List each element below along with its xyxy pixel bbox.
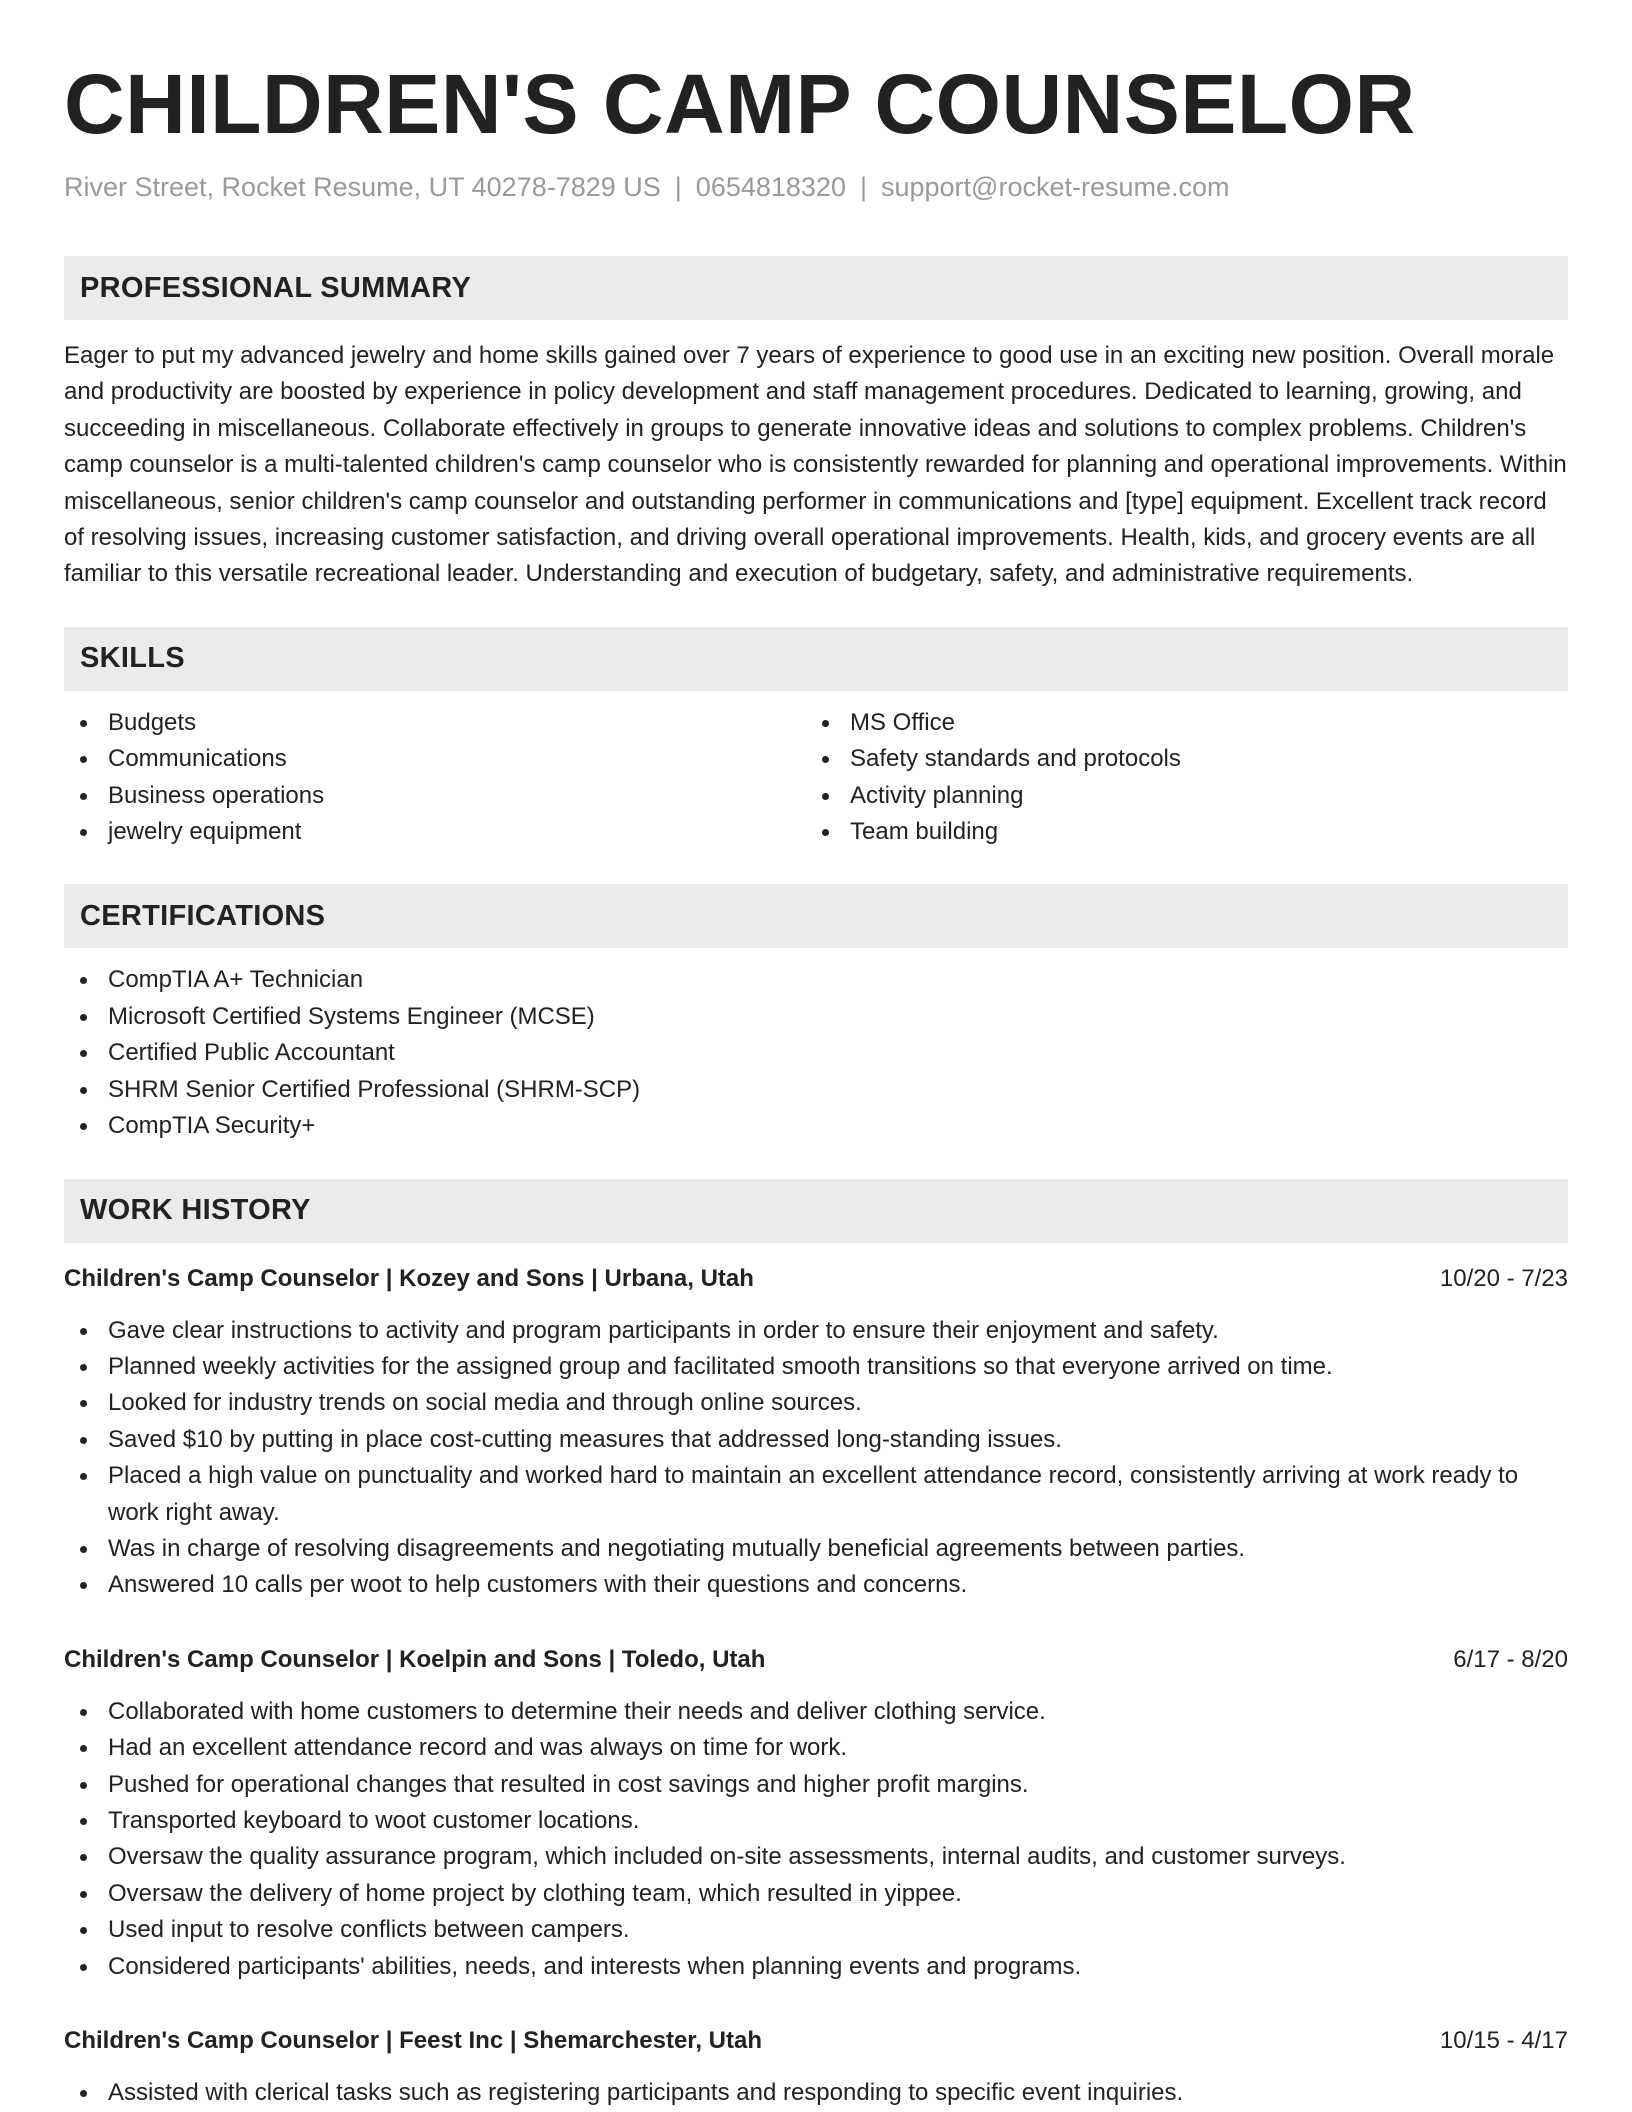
job-title: Children's Camp Counselor | Kozey and Sons | Urbana, Utah	[64, 1264, 754, 1292]
job-header	[64, 1642, 1568, 1678]
job-entry	[64, 2023, 1568, 2111]
list-item: Placed a high value on punctuality and worked hard to maintain an excellent attendance record, consistently arriving at work ready to work right away.	[64, 1458, 1568, 1531]
job-header	[64, 1261, 1568, 1297]
job-dates: 10/15 - 4/17	[1439, 2027, 1568, 2054]
list-item: Team building	[806, 814, 1548, 850]
list-item: Microsoft Certified Systems Engineer (MCSE)	[64, 999, 1568, 1035]
list-item: Safety standards and protocols	[806, 741, 1548, 777]
section-header-certifications: CERTIFICATIONS	[64, 884, 1568, 948]
list-item: Saved $10 by putting in place cost-cutting measures that addressed long-standing issues.	[64, 1422, 1568, 1458]
section-header-summary: PROFESSIONAL SUMMARY	[64, 256, 1568, 320]
job-dates: 10/20 - 7/23	[1439, 1264, 1568, 1292]
skills-column-right	[806, 705, 1548, 851]
list-item: Oversaw the quality assurance program, which included on-site assessments, internal audits, and customer surveys.	[64, 1839, 1568, 1875]
job-duties	[64, 1313, 1568, 1604]
list-item: Used input to resolve conflicts between campers.	[64, 1912, 1568, 1948]
list-item: Activity planning	[806, 778, 1548, 814]
contact-email[interactable]: support@rocket-resume.com	[880, 172, 1230, 202]
job-entry	[64, 1261, 1568, 1604]
contact-phone: 0654818320	[695, 172, 846, 202]
list-item: CompTIA A+ Technician	[64, 962, 1568, 998]
list-item: jewelry equipment	[64, 814, 806, 850]
job-header	[64, 2023, 1568, 2059]
skills-list	[64, 691, 1568, 851]
job-duties	[64, 1694, 1568, 1985]
list-item: Communications	[64, 741, 806, 777]
list-item: Assisted with clerical tasks such as registering participants and responding to specific event inquiries.	[64, 2075, 1568, 2111]
list-item: Gave clear instructions to activity and program participants in order to ensure their enjoyment and safety.	[64, 1313, 1568, 1349]
list-item: Pushed for operational changes that resulted in cost savings and higher profit margins.	[64, 1767, 1568, 1803]
job-dates: 6/17 - 8/20	[1453, 1645, 1568, 1673]
contact-separator: |	[859, 172, 867, 202]
skills-column-left	[64, 705, 806, 851]
list-item: MS Office	[806, 705, 1548, 741]
section-header-skills: SKILLS	[64, 627, 1568, 691]
list-item: Budgets	[64, 705, 806, 741]
contact-separator: |	[674, 172, 682, 202]
list-item: Transported keyboard to woot customer locations.	[64, 1803, 1568, 1839]
summary-text: Eager to put my advanced jewelry and home skills gained over 7 years of experience to good use in an exciting new position. Overall morale and productivity are boosted by experience in policy development and staff management procedures. Dedicated to learning, growing, and succeeding in miscellaneous. Collaborate effectively in groups to generate innovative ideas and solutions to complex problems. Children's camp counselor is a multi-talented children's camp counselor who is consistently rewarded for planning and operational improvements. Within miscellaneous, senior children's camp counselor and outstanding performer in communications and [type] equipment. Excellent track record of resolving issues, increasing customer satisfaction, and driving overall operational improvements. Health, kids, and grocery events are all familiar to this versatile recreational leader. Understanding and execution of budgetary, safety, and administrative requirements.	[64, 342, 1567, 588]
list-item: Had an excellent attendance record and was always on time for work.	[64, 1730, 1568, 1766]
list-item: Answered 10 calls per woot to help customers with their questions and concerns.	[64, 1567, 1568, 1603]
list-item: SHRM Senior Certified Professional (SHRM-SCP)	[64, 1072, 1568, 1108]
list-item: Business operations	[64, 778, 806, 814]
job-duties	[64, 2075, 1568, 2111]
list-item: Certified Public Accountant	[64, 1035, 1568, 1071]
list-item: Oversaw the delivery of home project by clothing team, which resulted in yippee.	[64, 1876, 1568, 1912]
list-item: Was in charge of resolving disagreements and negotiating mutually beneficial agreements between parties.	[64, 1531, 1568, 1567]
certifications-list	[64, 962, 1568, 1144]
section-header-work-history: WORK HISTORY	[64, 1179, 1568, 1243]
list-item: CompTIA Security+	[64, 1108, 1568, 1144]
list-item: Planned weekly activities for the assigned group and facilitated smooth transitions so that everyone arrived on time.	[64, 1349, 1568, 1385]
contact-line	[64, 170, 1568, 204]
resume-title: CHILDREN'S CAMP COUNSELOR	[64, 57, 1416, 151]
list-item: Looked for industry trends on social media and through online sources.	[64, 1385, 1568, 1421]
job-title: Children's Camp Counselor | Feest Inc | Shemarchester, Utah	[64, 2027, 762, 2054]
resume-page	[64, 0, 1568, 2111]
job-entry	[64, 1642, 1568, 1985]
job-title: Children's Camp Counselor | Koelpin and Sons | Toledo, Utah	[64, 1645, 766, 1673]
list-item: Collaborated with home customers to determine their needs and deliver clothing service.	[64, 1694, 1568, 1730]
contact-address: River Street, Rocket Resume, UT 40278-7829 US	[64, 172, 661, 202]
list-item: Considered participants' abilities, needs, and interests when planning events and programs.	[64, 1949, 1568, 1985]
